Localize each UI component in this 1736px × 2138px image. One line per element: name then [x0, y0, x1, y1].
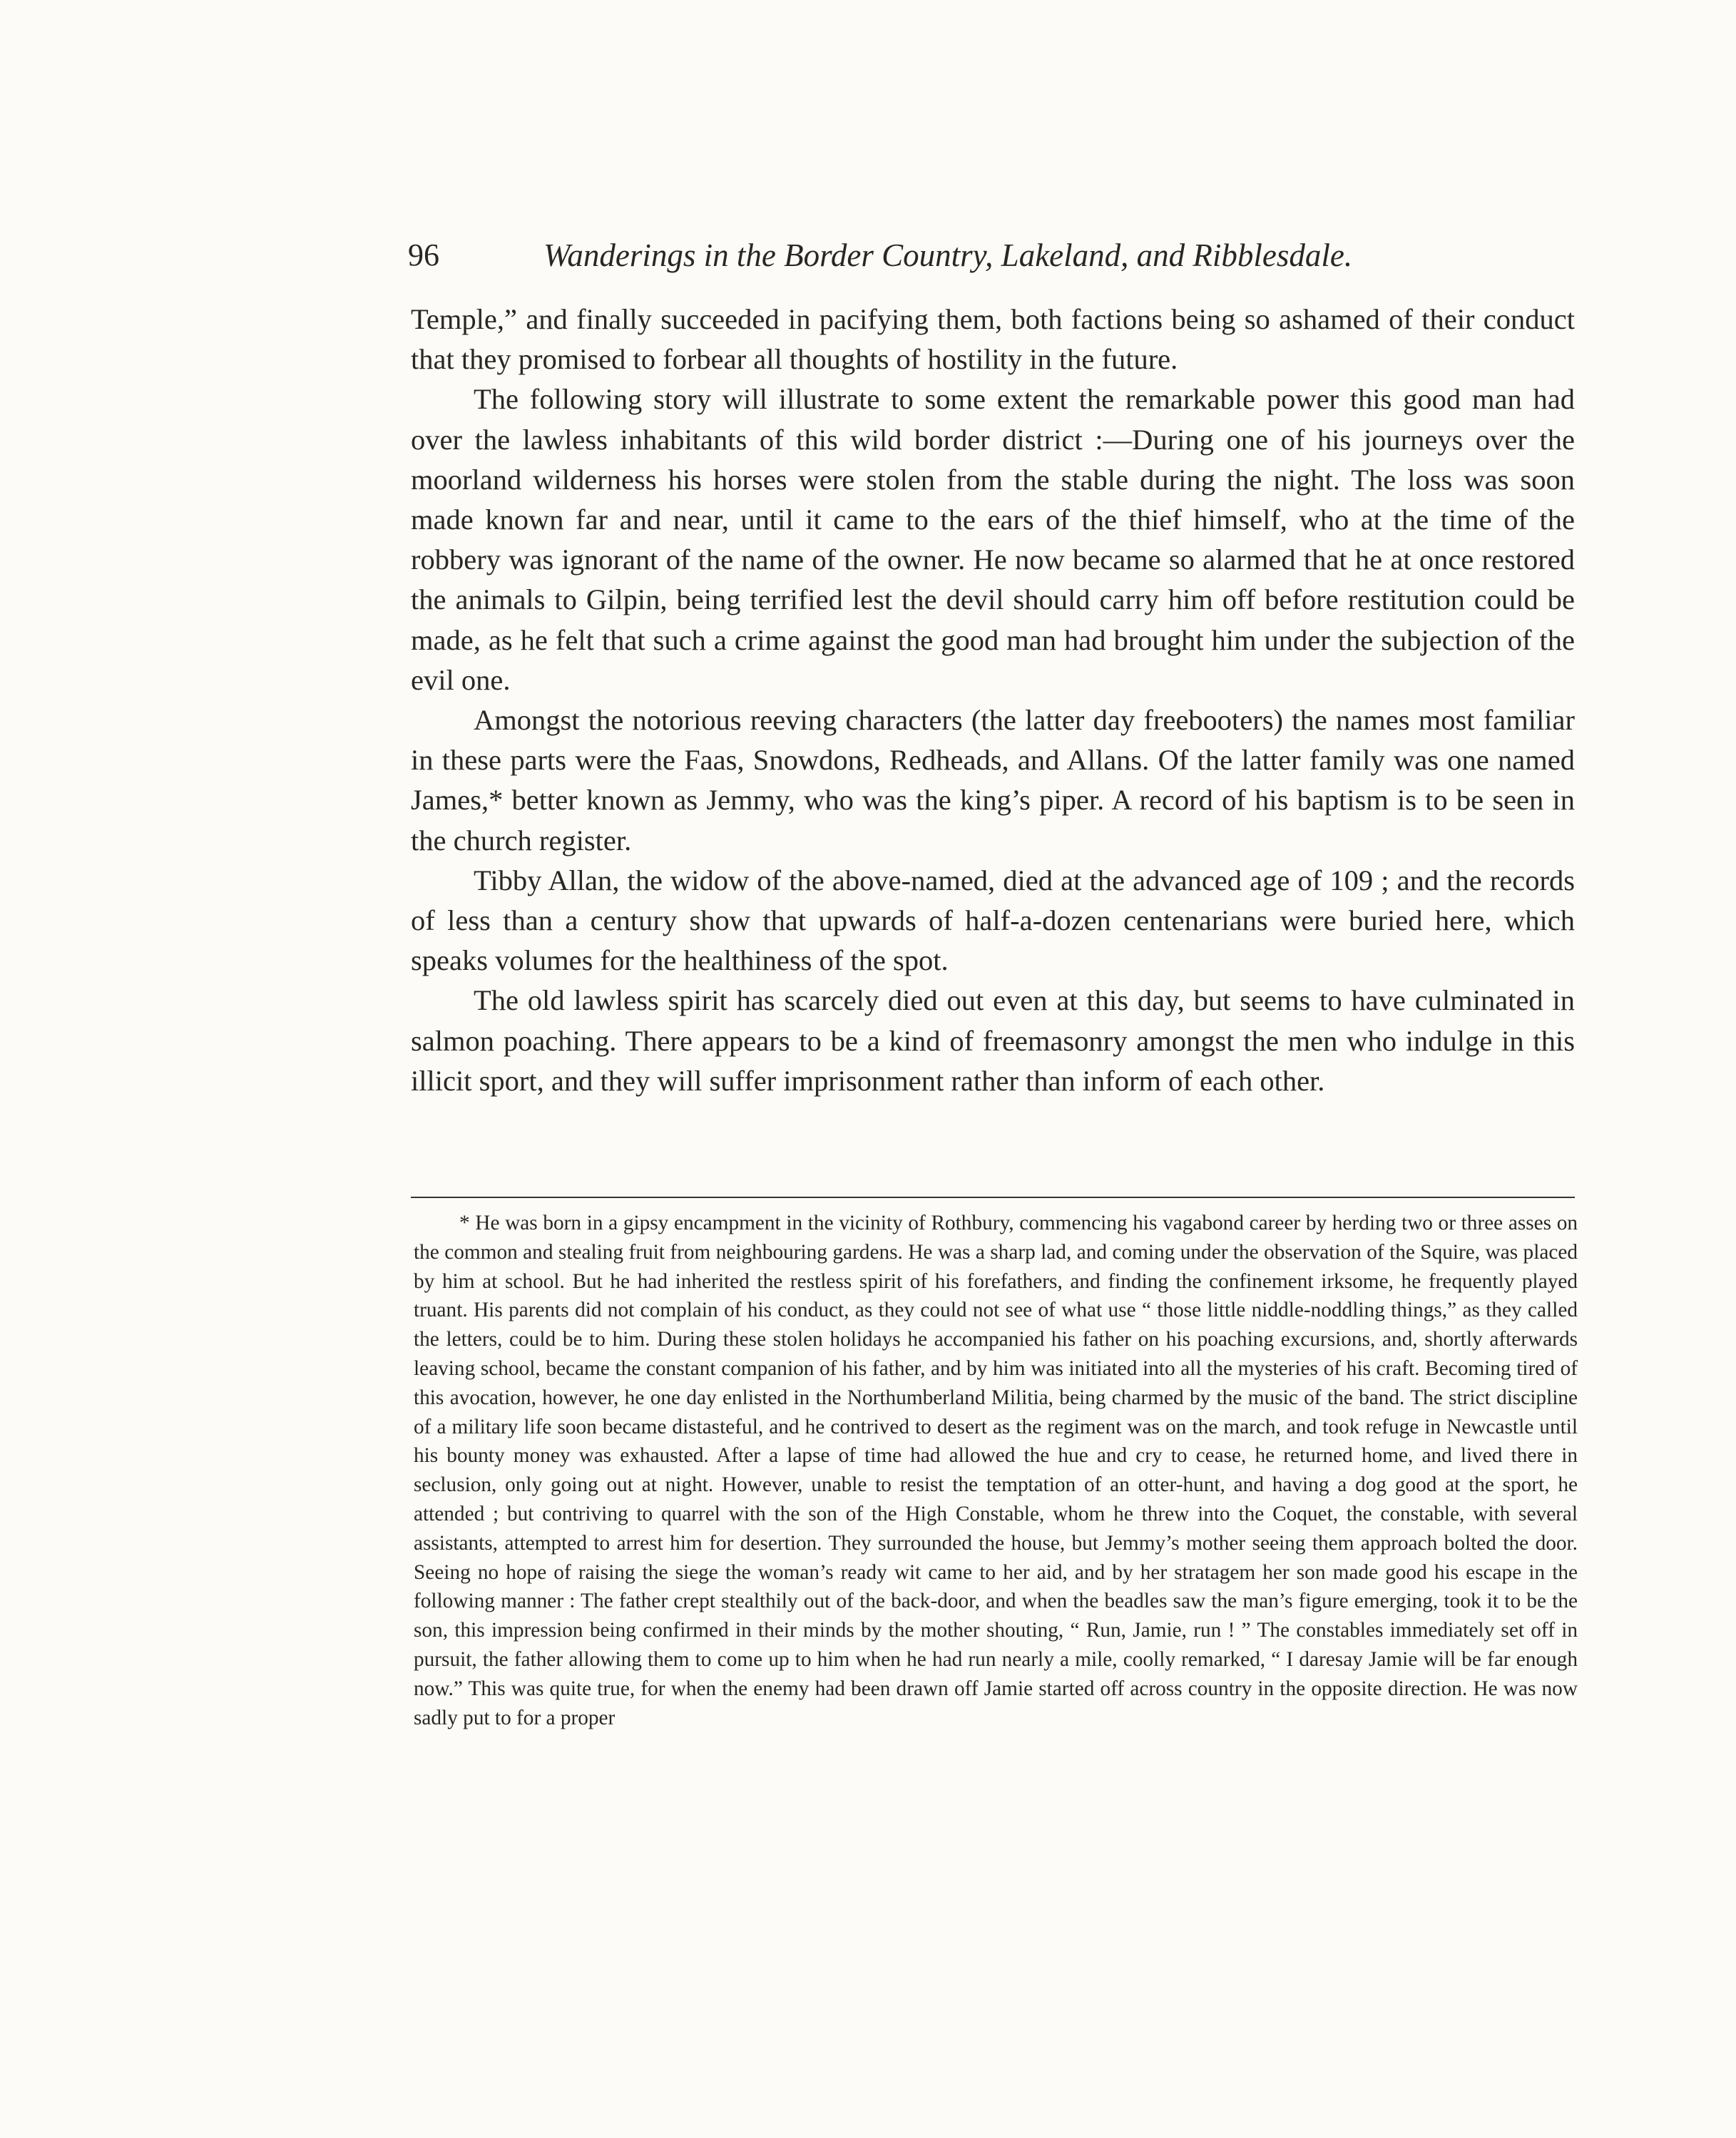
- footnote-divider: [411, 1197, 1575, 1198]
- body-text: [411, 300, 1575, 1101]
- paragraph: The following story will illustrate to some extent the remarkable power this good man had over the lawless inhabitants of this wild border district :—During one of his journeys over the moorland wilderness his horses were stolen from the stable during the night. The loss was soon made known far and near, until it came to the ears of the thief himself, who at the time of the robbery was ignorant of the name of the owner. He now became so alarmed that he at once restored the animals to Gilpin, being terrified lest the devil should carry him off before restitution could be made, as he felt that such a crime against the good man had brought him under the subjection of the evil one.: [411, 383, 1575, 696]
- paragraph: Amongst the notorious reeving characters (the latter day freebooters) the names most familiar in these parts were the Faas, Snowdons, Redheads, and Allans. Of the latter family was one named James,* better known as Jemmy, who was the king’s piper. A record of his baptism is to be seen in the church register.: [411, 704, 1575, 856]
- page-number: 96: [408, 237, 439, 272]
- running-title: Wanderings in the Border Country, Lakeland, and Ribblesdale.: [543, 237, 1353, 273]
- paragraph: Tibby Allan, the widow of the above-named, died at the advanced age of 109 ; and the records of less than a century show that upwards of half-a-dozen centenarians were buried here, which speaks volumes for the healthiness of the spot.: [411, 864, 1575, 977]
- paragraph: The old lawless spirit has scarcely died out even at this day, but seems to have culminated in salmon poaching. There appears to be a kind of freemasonry amongst the men who indulge in this illicit sport, and they will suffer imprisonment rather than inform of each other.: [411, 984, 1575, 1097]
- running-head: [408, 234, 1435, 284]
- paragraph: Temple,” and finally succeeded in pacifying them, both factions being so ashamed of their conduct that they promised to forbear all thoughts of hostility in the future.: [411, 303, 1575, 376]
- footnote: * He was born in a gipsy encampment in the vicinity of Rothbury, commencing his vagabond career by herding two or three asses on the common and stealing fruit from neighbouring gardens. He was a sharp lad, and coming under the observation of the Squire, was placed by him at school. But he had inherited the restless spirit of his forefathers, and finding the confinement irksome, he frequently played truant. His parents did not complain of his conduct, as they could not see of what use “ those little niddle-noddling things,” as they called the letters, could be to him. During these stolen holidays he accompanied his father on his poaching excursions, and, shortly afterwards leaving school, became the constant companion of his father, and by him was initiated into all the mysteries of his craft. Becoming tired of this avocation, however, he one day enlisted in the Northumberland Militia, being charmed by the music of the band. The strict discipline of a military life soon became distasteful, and he contrived to desert as the regiment was on the march, and took refuge in Newcastle until his bounty money was exhausted. After a lapse of time had allowed the hue and cry to cease, he returned home, and lived there in seclusion, only going out at night. However, unable to resist the temptation of an otter-hunt, and having a dog good at the sport, he attended ; but contriving to quarrel with the son of the High Constable, whom he threw into the Coquet, the constable, with several assistants, attempted to arrest him for desertion. They surrounded the house, but Jemmy’s mother seeing them approach bolted the door. Seeing no hope of raising the siege the woman’s ready wit came to her aid, and by her stratagem her son made good his escape in the following manner : The father crept stealthily out of the back-door, and when the beadles saw the man’s figure emerging, took it to be the son, this impression being confirmed in their minds by the mother shouting, “ Run, Jamie, run ! ” The constables immediately set off in pursuit, the father allowing them to come up to him when he had run nearly a mile, coolly remarked, “ I daresay Jamie will be far enough now.” This was quite true, for when the enemy had been drawn off Jamie started off across country in the opposite direction. He was now sadly put to for a proper: [414, 1212, 1578, 1729]
